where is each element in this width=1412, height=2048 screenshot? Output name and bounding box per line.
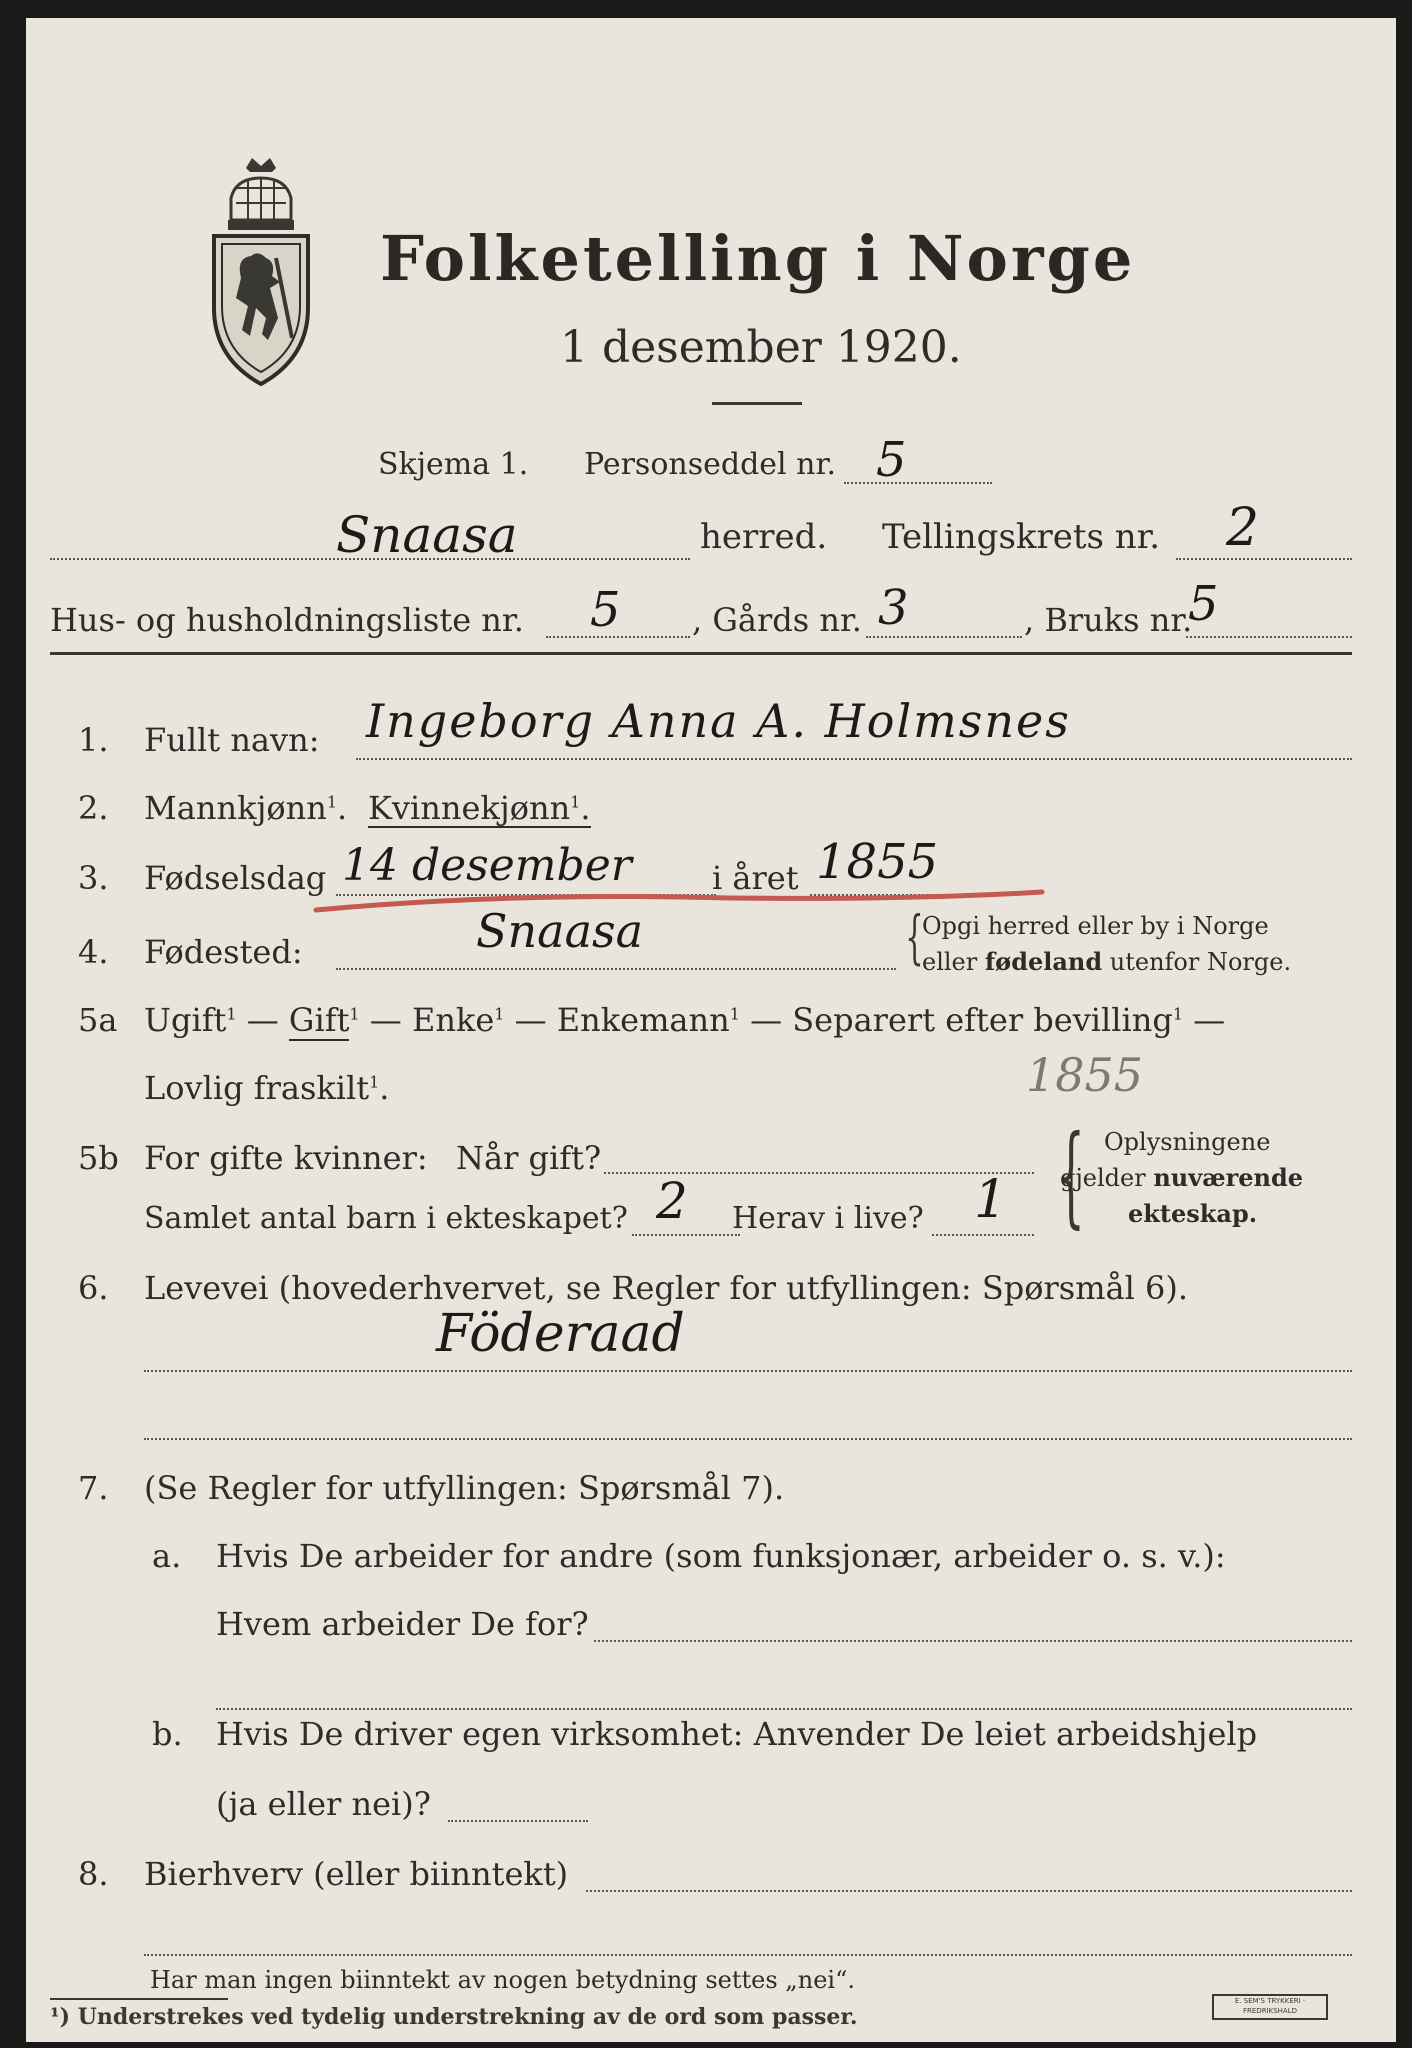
- q5a-number: 5a: [78, 1001, 118, 1039]
- coat-of-arms-icon: [206, 158, 316, 388]
- q7a-line-1: [594, 1640, 1352, 1642]
- q2-period: .: [580, 789, 591, 827]
- q2-footnote-mark: 1: [570, 792, 581, 812]
- bruks-line: [1186, 636, 1352, 638]
- q7a-text: Hvis De arbeider for andre (som funksjonær, arbeider o. s. v.):: [216, 1537, 1226, 1575]
- q7a-question: Hvem arbeider De for?: [216, 1605, 589, 1643]
- q4-number: 4.: [78, 933, 109, 971]
- q5a-gift[interactable]: Gift: [288, 1001, 350, 1039]
- q5a-dash: —: [236, 1001, 289, 1039]
- q8-line-2: [144, 1954, 1352, 1956]
- skjema-label: Skjema 1.: [378, 447, 529, 482]
- census-form-sheet: [26, 18, 1396, 2042]
- footnote-rule: [50, 1998, 228, 2000]
- q5a-footnote-mark: 1: [1172, 1004, 1183, 1024]
- q5b-brace: {: [1057, 1111, 1085, 1239]
- q4-birthplace-value[interactable]: Snaasa: [476, 904, 644, 958]
- q4-note-bold: fødeland: [984, 947, 1103, 976]
- personseddel-value[interactable]: 5: [876, 432, 907, 488]
- footnote: ¹) Understrekes ved tydelig understrekning av de ord som passer.: [50, 2004, 858, 2030]
- header-rule: [50, 652, 1352, 655]
- q3-label: Fødselsdag: [144, 859, 327, 897]
- q5a-options: [144, 1001, 1226, 1039]
- q4-label: Fødested:: [144, 933, 303, 971]
- q3-number: 3.: [78, 859, 109, 897]
- q4-note-suffix: utenfor Norge.: [1102, 948, 1292, 976]
- q7b-letter: b.: [152, 1715, 183, 1753]
- q5a-enke[interactable]: Enke: [411, 1001, 495, 1039]
- q4-note-prefix: eller: [922, 948, 985, 976]
- q1-fullname-value[interactable]: Ingeborg Anna A. Holmsnes: [366, 694, 1071, 748]
- census-date: 1 desember 1920.: [560, 322, 962, 373]
- q5a-footnote-mark: 1: [369, 1072, 380, 1092]
- q5b-barn-value[interactable]: 2: [656, 1172, 688, 1230]
- q4-note-line2: [922, 947, 1292, 976]
- q7a-line-2: [216, 1708, 1352, 1710]
- q1-label: Fullt navn:: [144, 721, 320, 759]
- q7-label: (Se Regler for utfyllingen: Spørsmål 7).: [144, 1469, 785, 1507]
- q7b-line: [448, 1820, 588, 1822]
- q5b-naar-label: Når gift?: [456, 1139, 602, 1177]
- q5b-number: 5b: [78, 1139, 119, 1177]
- q5a-separert[interactable]: Separert efter bevilling: [792, 1001, 1173, 1039]
- q4-brace: {: [905, 903, 924, 971]
- personseddel-label: Personseddel nr.: [584, 447, 837, 482]
- q8-line-1: [586, 1890, 1352, 1892]
- gards-value[interactable]: 3: [878, 580, 909, 636]
- q5a-dash: —: [739, 1001, 793, 1039]
- q5a-lovlig-label: Lovlig fraskilt: [144, 1069, 370, 1107]
- q2-period: .: [337, 789, 348, 827]
- q8-number: 8.: [78, 1855, 109, 1893]
- q3-year-value[interactable]: 1855: [816, 834, 939, 890]
- q5a-ugift[interactable]: Ugift: [144, 1001, 227, 1039]
- gards-line: [866, 636, 1022, 638]
- q8-note: Har man ingen biinntekt av nogen betydning settes „nei“.: [150, 1966, 855, 1994]
- husliste-label: Hus- og husholdningsliste nr.: [50, 601, 524, 639]
- q5b-barn-line: [632, 1234, 740, 1236]
- personseddel-line: [844, 482, 992, 484]
- bruks-label: , Bruks nr.: [1024, 601, 1193, 639]
- q5b-barn-label: Samlet antal barn i ekteskapet?: [144, 1201, 628, 1236]
- q4-line: [336, 968, 896, 970]
- q7-number: 7.: [78, 1469, 109, 1507]
- q2-mannkjonn[interactable]: [144, 789, 348, 827]
- q5b-note-line3: ekteskap.: [1128, 1199, 1258, 1228]
- q2-kvinnekjonn[interactable]: [368, 789, 591, 828]
- q6-occupation-value[interactable]: Föderaad: [436, 1304, 685, 1364]
- q1-number: 1.: [78, 721, 109, 759]
- q5a-dash: —: [359, 1001, 412, 1039]
- q5b-note-bold: nuværende: [1153, 1163, 1304, 1192]
- gards-label: , Gårds nr.: [692, 601, 862, 639]
- q5a-dash: —: [504, 1001, 557, 1039]
- herred-value[interactable]: Snaasa: [336, 506, 518, 564]
- bruks-value[interactable]: 5: [1188, 576, 1219, 632]
- q5b-note-line1: Oplysningene: [1104, 1128, 1271, 1156]
- tellingskrets-value[interactable]: 2: [1226, 498, 1260, 558]
- margin-pencil-note: 1855: [1026, 1048, 1144, 1102]
- q5a-footnote-mark: 1: [226, 1004, 237, 1024]
- q5b-live-line: [932, 1234, 1034, 1236]
- q8-label: Bierhverv (eller biinntekt): [144, 1855, 569, 1893]
- q5a-footnote-mark: 1: [729, 1004, 740, 1024]
- herred-label: herred.: [700, 517, 828, 557]
- q5b-live-label: Herav i live?: [732, 1201, 924, 1236]
- q5a-lovlig-fraskilt[interactable]: Lovlig fraskilt$^1$.: [144, 1069, 390, 1107]
- q1-line: [356, 758, 1352, 760]
- q7b-text: Hvis De driver egen virksomhet: Anvender De leiet arbeidshjelp: [216, 1715, 1258, 1753]
- q6-number: 6.: [78, 1269, 109, 1307]
- q5a-enkemann[interactable]: Enkemann: [556, 1001, 730, 1039]
- q7b-question: (ja eller nei)?: [216, 1785, 431, 1823]
- q5b-live-value[interactable]: 1: [974, 1170, 1008, 1230]
- q2-number: 2.: [78, 789, 109, 827]
- q2-mann-label: Mannkjønn: [144, 789, 327, 827]
- q3-birthday-value[interactable]: 14 desember: [342, 840, 632, 891]
- printer-stamp: E. SEM'S TRYKKERI · FREDRIKSHALD: [1212, 1994, 1328, 2020]
- q5a-footnote-mark: 1: [494, 1004, 505, 1024]
- husliste-value[interactable]: 5: [590, 582, 621, 638]
- q6-line-1: [144, 1370, 1352, 1372]
- q5b-label: For gifte kvinner:: [144, 1139, 428, 1177]
- tellingskrets-label: Tellingskrets nr.: [882, 517, 1161, 557]
- q2-footnote-mark: 1: [326, 792, 338, 812]
- q5b-note-prefix: gjelder: [1060, 1164, 1154, 1192]
- q5a-dash: —: [1183, 1001, 1226, 1039]
- q6-line-2: [144, 1438, 1352, 1440]
- q2-kvinne-label: Kvinnekjønn: [368, 789, 571, 827]
- tellingskrets-line: [1176, 558, 1352, 560]
- title-divider: [712, 402, 802, 405]
- q4-note-line1: Opgi herred eller by i Norge: [922, 912, 1269, 940]
- q5b-note-line2: [1060, 1163, 1304, 1192]
- q7a-letter: a.: [152, 1537, 182, 1575]
- q5a-footnote-mark: 1: [349, 1004, 360, 1024]
- q6-label: Levevei (hovederhvervet, se Regler for utfyllingen: Spørsmål 6).: [144, 1269, 1189, 1307]
- form-title: Folketelling i Norge: [380, 222, 1136, 295]
- q3-year-label: i året: [712, 859, 799, 897]
